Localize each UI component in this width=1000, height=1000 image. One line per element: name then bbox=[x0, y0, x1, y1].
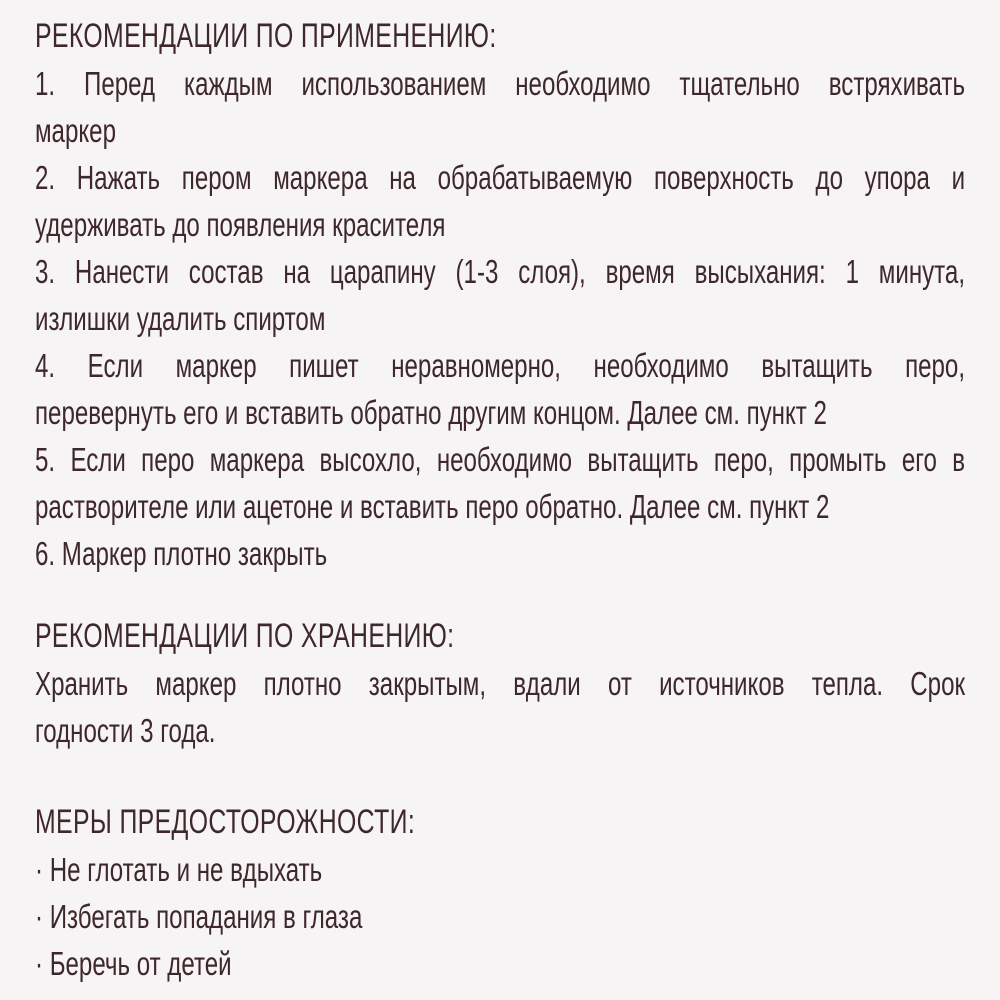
usage-line: маркер bbox=[35, 112, 116, 149]
usage-line: излишки удалить спиртом bbox=[35, 300, 326, 337]
precaution-bullet-item: · Избегать попадания в глаза bbox=[35, 898, 363, 935]
storage-line: Хранить маркер плотно закрытым, вдали от источников тепла. Срок bbox=[35, 665, 966, 702]
usage-line: удерживать до появления красителя bbox=[35, 206, 446, 243]
usage-line: 2. Нажать пером маркера на обрабатываемую поверхность до упора и bbox=[35, 159, 966, 196]
storage-section-title: РЕКОМЕНДАЦИИ ПО ХРАНЕНИЮ: bbox=[35, 617, 455, 655]
usage-line: 3. Нанести состав на царапину (1-3 слоя), время высыхания: 1 минута, bbox=[35, 253, 966, 290]
usage-line: 6. Маркер плотно закрыть bbox=[35, 535, 328, 572]
usage-line: растворителе или ацетоне и вставить перо обратно. Далее см. пункт 2 bbox=[35, 488, 830, 525]
storage-line: годности 3 года. bbox=[35, 712, 216, 749]
usage-line: 1. Перед каждым использованием необходимо тщательно встряхивать bbox=[35, 65, 966, 102]
usage-line: 4. Если маркер пишет неравномерно, необходимо вытащить перо, bbox=[35, 347, 966, 384]
precautions-section-title: МЕРЫ ПРЕДОСТОРОЖНОСТИ: bbox=[35, 803, 416, 841]
usage-line: перевернуть его и вставить обратно другим концом. Далее см. пункт 2 bbox=[35, 394, 827, 431]
usage-line: 5. Если перо маркера высохло, необходимо вытащить перо, промыть его в bbox=[35, 441, 966, 478]
precaution-bullet-item: · Не глотать и не вдыхать bbox=[35, 851, 323, 888]
usage-section-title: РЕКОМЕНДАЦИИ ПО ПРИМЕНЕНИЮ: bbox=[35, 17, 497, 55]
label-text-block bbox=[35, 13, 965, 987]
precaution-bullet-item: · Беречь от детей bbox=[35, 945, 232, 982]
